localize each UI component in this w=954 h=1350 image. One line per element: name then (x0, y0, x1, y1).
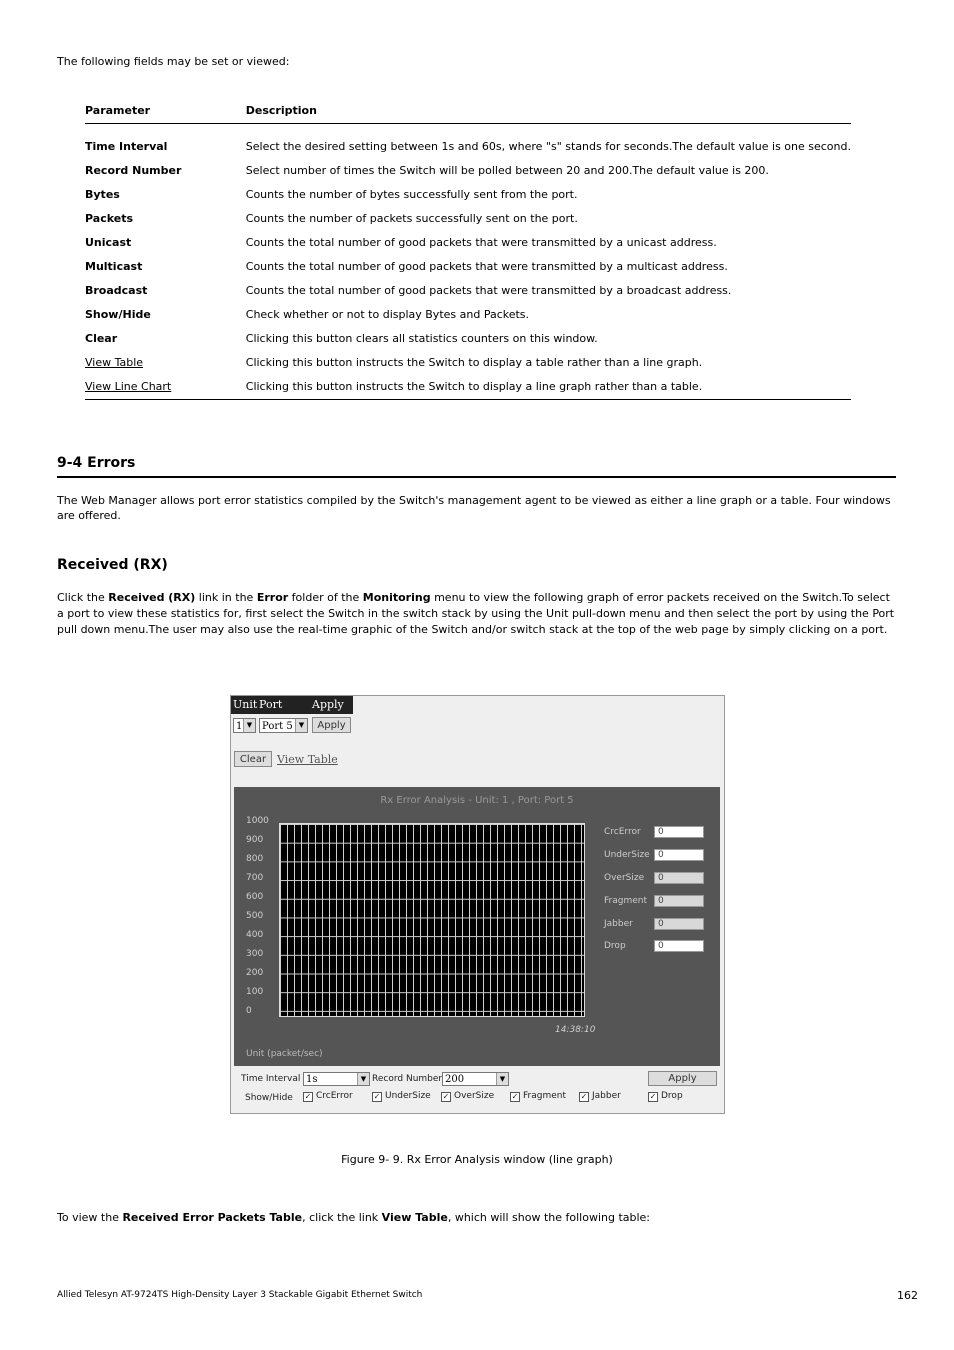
checkbox-crcerror[interactable]: ✓ CrcError (304, 1091, 353, 1101)
y-tick-label: 300 (246, 949, 264, 959)
x-tick-label: 14:38:10 (555, 1025, 596, 1035)
legend-oversize-label: OverSize (604, 873, 645, 883)
chart-panel (234, 787, 720, 1066)
table-row (85, 352, 851, 376)
section-heading: 9-4 Errors (57, 455, 896, 478)
y-tick-label: 500 (246, 911, 264, 921)
param-header: Parameter (85, 100, 246, 124)
checkbox-undersize[interactable]: ✓ UnderSize (373, 1091, 431, 1101)
legend-crcerror-label: CrcError (604, 827, 641, 837)
param-name: Multicast (85, 260, 143, 273)
legend-undersize-value: 0 (654, 849, 704, 861)
y-tick-label: 400 (246, 930, 264, 940)
param-desc: Check whether or not to display Bytes and Packets. (245, 308, 530, 321)
record-number-label: Record Number (372, 1074, 443, 1084)
apply-header: Apply (312, 698, 344, 711)
section-paragraph: The Web Manager allows port error statistics compiled by the Switch's management agent to be viewed as either a line graph or a table. Four windows are offered. (57, 494, 891, 522)
legend-undersize-label: UnderSize (604, 850, 650, 860)
y-tick-label: 0 (246, 1006, 252, 1016)
apply-button-bottom[interactable]: Apply (648, 1071, 717, 1086)
view-table-link[interactable]: View Table (277, 753, 338, 766)
rx-error-analysis-window (230, 695, 725, 1114)
chart-title: Rx Error Analysis - Unit: 1 , Port: Port 5 (380, 795, 574, 806)
table-row (85, 232, 851, 256)
time-interval-select[interactable]: 1s ▼ (303, 1072, 370, 1086)
legend-jabber-label: Jabber (604, 919, 633, 929)
param-name: Show/Hide (85, 308, 151, 321)
legend-oversize-value: 0 (654, 872, 704, 884)
y-tick-label: 700 (246, 873, 264, 883)
param-name: Time Interval (85, 140, 168, 153)
table-row (85, 136, 851, 160)
checkbox-jabber[interactable]: ✓ Jabber (580, 1091, 621, 1101)
port-select[interactable]: Port 5 ▼ (259, 718, 308, 733)
view-line-chart-link[interactable]: View Line Chart (85, 376, 246, 400)
instruction-paragraph: Click the Received (RX) link in the Error folder of the Monitoring menu to view the following graph of error packets received on the Switch.To select a port to view these statistics for, first select the Switch in the switch stack by using the Unit pull-down menu and then select the port by using the Port pull down menu.The user may also use the real-time graphic of the Switch and/or switch stack at the top of the web page by simply clicking on a port. (57, 591, 895, 636)
chevron-down-icon: ▼ (496, 1073, 508, 1085)
chevron-down-icon: ▼ (295, 719, 307, 732)
param-name: Packets (85, 212, 133, 225)
show-hide-label: Show/Hide (245, 1093, 293, 1103)
param-desc: Counts the number of bytes successfully sent from the port. (245, 188, 578, 201)
table-row (85, 256, 851, 280)
param-name: Broadcast (85, 284, 148, 297)
checkbox-fragment[interactable]: ✓ Fragment (511, 1091, 566, 1101)
table-row (85, 280, 851, 304)
selector-header (231, 696, 353, 714)
view-table-paragraph: To view the Received Error Packets Table, click the link View Table, which will show the following table: (57, 1211, 651, 1224)
check-icon: ✓ (442, 1092, 450, 1101)
checkbox-drop[interactable]: ✓ Drop (649, 1091, 683, 1101)
record-number-select[interactable]: 200 ▼ (442, 1072, 509, 1086)
table-row (85, 376, 851, 400)
param-name: Unicast (85, 236, 132, 249)
check-icon: ✓ (649, 1092, 657, 1101)
clear-button[interactable]: Clear (234, 751, 272, 767)
legend-crcerror-value: 0 (654, 826, 704, 838)
chevron-down-icon: ▼ (357, 1073, 369, 1085)
footer-product: Allied Telesyn AT-9724TS High-Density Layer 3 Stackable Gigabit Ethernet Switch (57, 1290, 423, 1300)
legend-drop-value: 0 (654, 940, 704, 952)
checkbox-oversize[interactable]: ✓ OverSize (442, 1091, 495, 1101)
desc-header: Description (246, 100, 851, 124)
apply-button[interactable]: Apply (312, 717, 351, 733)
param-name: Bytes (85, 188, 120, 201)
parameter-table (85, 100, 851, 400)
y-tick-label: 200 (246, 968, 264, 978)
legend-fragment-value: 0 (654, 895, 704, 907)
subsection-heading: Received (RX) (57, 557, 168, 573)
unit-header: Unit (233, 698, 258, 711)
table-row (85, 328, 851, 352)
table-row (85, 160, 851, 184)
check-icon: ✓ (580, 1092, 588, 1101)
figure-caption: Figure 9- 9. Rx Error Analysis window (line graph) (341, 1153, 613, 1166)
param-desc: Clicking this button instructs the Switch to display a table rather than a line graph. (245, 356, 703, 369)
param-desc: Clicking this button clears all statistics counters on this window. (245, 332, 598, 345)
time-interval-label: Time Interval (241, 1074, 301, 1084)
y-tick-label: 900 (246, 835, 264, 845)
chevron-down-icon: ▼ (243, 719, 255, 732)
param-desc: Counts the total number of good packets that were transmitted by a unicast address. (245, 236, 717, 249)
param-name: Clear (85, 332, 118, 345)
y-tick-label: 600 (246, 892, 264, 902)
table-row (85, 208, 851, 232)
legend-drop-label: Drop (604, 941, 626, 951)
param-desc: Select number of times the Switch will be polled between 20 and 200.The default value is 200. (245, 164, 769, 177)
port-header: Port (259, 698, 283, 711)
plot-area (279, 823, 585, 1017)
check-icon: ✓ (304, 1092, 312, 1101)
legend-fragment-label: Fragment (604, 896, 647, 906)
page-number: 162 (897, 1289, 918, 1302)
check-icon: ✓ (511, 1092, 519, 1101)
y-axis-unit-label: Unit (packet/sec) (246, 1049, 323, 1059)
legend-jabber-value: 0 (654, 918, 704, 930)
view-table-link[interactable]: View Table (85, 356, 144, 369)
unit-select[interactable]: 1 ▼ (233, 718, 256, 733)
check-icon: ✓ (373, 1092, 381, 1101)
param-desc: Select the desired setting between 1s and 60s, where "s" stands for seconds.The default value is one second. (245, 140, 851, 153)
y-tick-label: 1000 (246, 816, 269, 826)
y-tick-label: 800 (246, 854, 264, 864)
table-row (85, 304, 851, 328)
table-row (85, 184, 851, 208)
y-tick-label: 100 (246, 987, 264, 997)
param-desc: Counts the total number of good packets that were transmitted by a multicast address. (245, 260, 728, 273)
intro-text: The following fields may be set or viewed: (57, 55, 290, 68)
param-desc: Counts the total number of good packets that were transmitted by a broadcast address. (245, 284, 732, 297)
param-desc: Counts the number of packets successfully sent on the port. (245, 212, 578, 225)
param-desc: Clicking this button instructs the Switch to display a line graph rather than a table. (246, 376, 851, 400)
param-name: Record Number (85, 164, 182, 177)
